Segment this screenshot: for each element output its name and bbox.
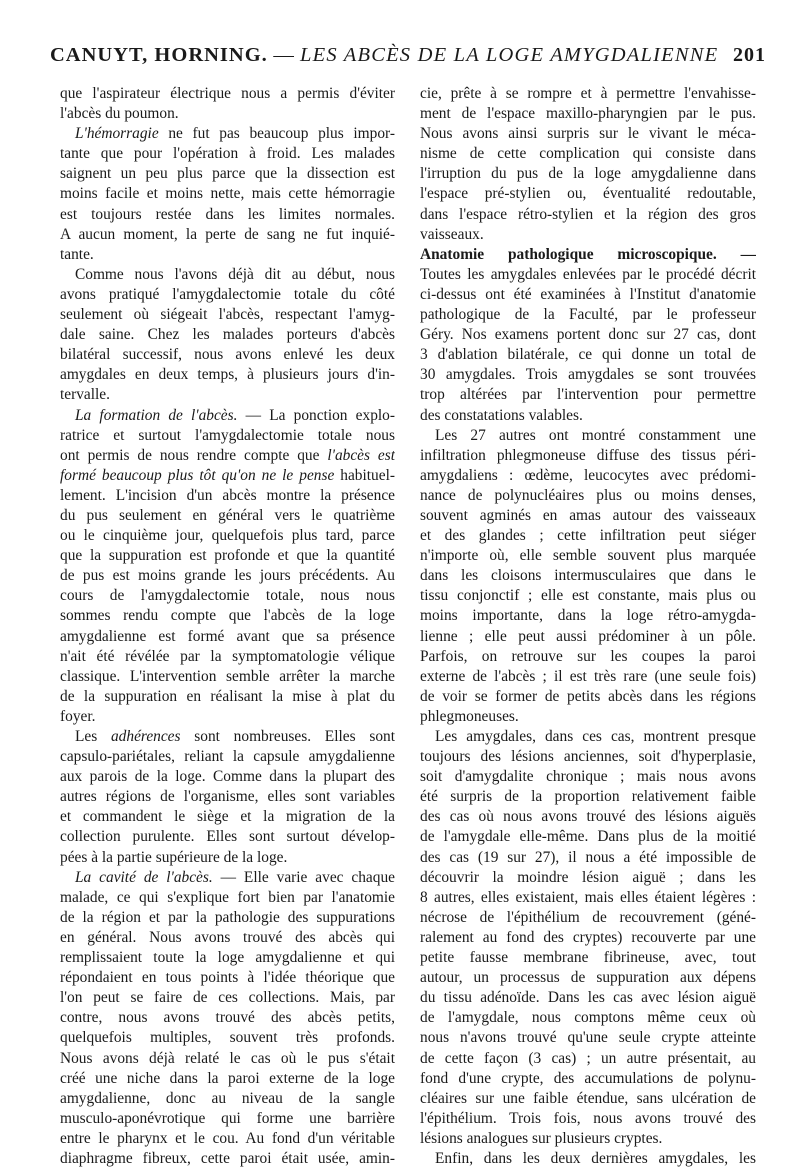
text-line [420, 124, 756, 144]
text-run: l'espace pré-stylien ou, éventualité redoutable, [420, 185, 756, 203]
text-line [420, 546, 756, 566]
text-line [420, 928, 756, 948]
text-line [420, 486, 756, 506]
text-line [60, 1028, 395, 1048]
text-run: 8 autres, elles existaient, mais elles étaient légères : [420, 888, 756, 906]
text-line [420, 687, 756, 707]
text-run: Géry. Nos examens portent donc sur 27 cas, dont [420, 326, 756, 344]
left-column [60, 84, 395, 1169]
text-line [420, 225, 756, 245]
text-run: ou le cinquième jour, quelquefois plus tard, parce [60, 527, 395, 545]
text-run: Nous avons déjà relaté le cas où le pus s'était [60, 1049, 395, 1067]
text-run: amygdalienne est formé avant que sa présence [60, 627, 395, 645]
text-run: de cette façon (3 cas) ; un autre présentait, au [420, 1049, 756, 1067]
text-line [420, 1028, 756, 1048]
text-line [420, 1049, 756, 1069]
text-line [420, 1008, 756, 1028]
text-line [60, 426, 395, 446]
text-line [60, 164, 395, 184]
text-line [60, 606, 395, 626]
running-header [50, 44, 766, 74]
text-run: avons pratiqué l'amygdalectomie totale du côté [60, 285, 395, 303]
text-line [420, 807, 756, 827]
text-run: du tissu adénoïde. Dans les cas avec lésion aiguë [420, 989, 756, 1007]
text-run: pées à la partie supérieure de la loge. [60, 848, 288, 866]
text-run: contre, nous avons trouvé des abcès petits, [60, 1009, 395, 1027]
section-heading: Anatomie pathologique microscopique. — [420, 245, 756, 263]
text-line [60, 848, 395, 868]
text-run: lement. L'incision d'un abcès montre la présence [60, 486, 395, 504]
text-line [420, 365, 756, 385]
text-run: — Elle varie avec chaque [212, 868, 395, 886]
text-line [60, 767, 395, 787]
text-line [60, 787, 395, 807]
text-line [60, 627, 395, 647]
text-line [60, 1149, 395, 1169]
text-run: fond d'une crypte, des accumulations de polynu- [420, 1069, 756, 1087]
text-run: l'on peut se faire de ces collections. Mais, par [60, 989, 395, 1007]
text-run: malade, ce qui s'explique fort bien par l'anatomie [60, 888, 395, 906]
text-run: n'ait été révélée par la symptomatologie vélique [60, 647, 395, 665]
text-run: Les [75, 728, 111, 745]
text-run: de la région et par la pathologie des suppurations [60, 908, 395, 926]
text-run: Enfin, dans les deux dernières amygdales, les [435, 1149, 756, 1167]
text-line [420, 707, 756, 727]
text-run: entre le pharynx et le cou. Au fond d'un véritable [60, 1129, 395, 1147]
text-line [420, 466, 756, 486]
text-line [420, 948, 756, 968]
header-dash: — [267, 44, 301, 66]
text-run: que la suppuration est profonde et que la quantité [60, 547, 395, 565]
text-line [60, 245, 395, 265]
text-run: tissu conjonctif ; elle est constante, mais plus ou [420, 587, 756, 605]
text-run: 3 d'ablation bilatérale, ce qui donne un total de [420, 346, 756, 364]
text-line [420, 84, 756, 104]
text-line [60, 406, 395, 426]
text-line [420, 285, 756, 305]
text-line [420, 888, 756, 908]
text-run: habituel- [334, 466, 395, 484]
text-line [60, 1049, 395, 1069]
text-line [60, 1069, 395, 1089]
text-line [420, 627, 756, 647]
text-line [420, 868, 756, 888]
text-run: Comme nous l'avons déjà dit au début, nous [75, 265, 395, 283]
right-column [420, 84, 756, 1169]
text-line [60, 928, 395, 948]
text-line [420, 1149, 756, 1169]
text-run: ont permis de nous rendre compte que [60, 446, 328, 464]
text-run: l'irruption du pus de la loge amygdalienne dans [420, 165, 756, 183]
text-line [60, 365, 395, 385]
text-line [60, 1089, 395, 1109]
text-line [60, 506, 395, 526]
text-line [60, 466, 395, 486]
text-line [420, 345, 756, 365]
text-line [420, 667, 756, 687]
header-left [50, 44, 718, 67]
text-line [420, 586, 756, 606]
text-run: de pus est moins grande les jours précédents. Au [60, 567, 395, 585]
text-line [60, 285, 395, 305]
text-run: nance de polynucléaires plus ou moins denses, [420, 486, 756, 504]
text-run: foyer. [60, 707, 96, 725]
text-run: est toujours restée dans les limites normales. [60, 205, 395, 223]
text-line [60, 948, 395, 968]
text-line [60, 305, 395, 325]
text-run: dale saine. Chez les malades porteurs d'abcès [60, 326, 395, 344]
text-run: des cas (19 sur 27), il nous a été impossible de [420, 848, 756, 866]
text-run: de la suppuration en réalisant la mise à plat du [60, 687, 395, 705]
text-line [420, 426, 756, 446]
text-line [60, 265, 395, 285]
text-line [60, 687, 395, 707]
text-run: Les amygdales, dans ces cas, montrent presque [435, 728, 756, 745]
text-run: bilatéral successif, nous avons enlevé les deux [60, 346, 395, 364]
text-line [60, 868, 395, 888]
text-run: amygdaliens : œdème, leucocytes avec prédomi- [420, 466, 756, 484]
text-line [60, 988, 395, 1008]
text-run: ne fut pas beaucoup plus impor- [168, 125, 395, 143]
italic-run: formé beaucoup plus tôt qu'on ne le pense [60, 466, 335, 484]
text-run: tante que pour l'opération à froid. Les malades [60, 145, 395, 163]
header-authors: CANUYT, HORNING. [50, 44, 268, 66]
text-run: ralement au fond des cryptes) recouverte par une [420, 928, 756, 946]
text-line [60, 747, 395, 767]
text-run: pathologique de la Faculté, par le professeur [420, 306, 756, 324]
text-line [420, 787, 756, 807]
text-run: nécrose de l'épithélium de recouvrement (géné- [420, 908, 756, 926]
text-line [60, 888, 395, 908]
text-run: Nous avons ainsi surpris sur le vivant le méca- [420, 125, 756, 143]
text-line [60, 566, 395, 586]
text-run: tante. [60, 245, 94, 263]
text-run: Toutes les amygdales enlevées par le procédé décrit [420, 265, 756, 283]
text-line [420, 767, 756, 787]
text-run: été surpris de la proportion relativement faible [420, 788, 756, 806]
text-run: de voir se former de petits abcès dans les régions [420, 687, 756, 705]
text-line [420, 245, 756, 265]
italic-run: La cavité de l'abcès. [75, 868, 213, 886]
text-run: collection purulente. Elles sont surtout dévelop- [60, 828, 395, 846]
text-line [420, 1109, 756, 1129]
italic-run: L'hémorragie [75, 125, 169, 143]
text-line [60, 526, 395, 546]
text-line [420, 727, 756, 747]
text-run: ment de l'espace maxillo-pharyngien par le pus. [420, 105, 756, 123]
text-line [420, 988, 756, 1008]
text-run: 30 amygdales. Trois amygdales se sont trouvées [420, 366, 756, 384]
text-line [420, 164, 756, 184]
text-run: vaisseaux. [420, 225, 484, 243]
text-line [420, 305, 756, 325]
text-run: créé une niche dans la paroi externe de la loge [60, 1069, 395, 1087]
text-run: externe de l'abcès ; il est très rare (une seule fois) [420, 667, 756, 685]
text-line [420, 908, 756, 928]
text-run: ci-dessus ont été examinées à l'Institut d'anatomie [420, 285, 756, 303]
text-line [420, 566, 756, 586]
text-line [420, 848, 756, 868]
italic-run: l'abcès est [327, 446, 395, 464]
text-run: n'importe où, elle semble souvent plus marquée [420, 547, 756, 565]
text-line [60, 184, 395, 204]
text-run: l'épithélium. Trois fois, nous avons trouvé des [420, 1109, 756, 1127]
text-run: sont nombreuses. Elles sont [180, 728, 395, 745]
text-run: cléaires sur une faible étendue, sans ulcération de [420, 1089, 756, 1107]
text-line [420, 647, 756, 667]
text-line [60, 908, 395, 928]
text-run: infiltration phlegmoneuse diffuse des tissus péri- [420, 446, 756, 464]
text-run: lienne ; elle peut aussi prédominer à un pôle. [420, 627, 756, 645]
italic-run: La formation de l'abcès. [75, 406, 238, 424]
text-line [60, 1109, 395, 1129]
text-run: remplissaient toute la loge amygdalienne et qui [60, 949, 395, 967]
text-line [60, 104, 395, 124]
text-run: répondaient en tous points à l'idée théorique que [60, 969, 395, 987]
text-run: capsulo-pariétales, reliant la capsule amygdalienne [60, 748, 395, 766]
text-run: trop altérées par l'intervention pour permettre [420, 386, 756, 404]
header-running-title: LES ABCÈS DE LA LOGE AMYGDALIENNE [300, 44, 719, 66]
text-run: seulement où siégeait l'abcès, respectant l'amyg- [60, 306, 395, 324]
text-run: classique. L'intervention semble arrêter la marche [60, 667, 395, 685]
text-line [420, 144, 756, 164]
text-run: souvent agminés en amas autour des vaisseaux [420, 506, 756, 524]
text-line [60, 84, 395, 104]
text-run: A aucun moment, la perte de sang ne fut inquié- [60, 225, 395, 243]
text-line [420, 747, 756, 767]
text-run: dans l'espace rétro-stylien et la région des gros [420, 205, 756, 223]
text-line [60, 968, 395, 988]
text-line [60, 647, 395, 667]
text-line [60, 144, 395, 164]
text-line [60, 124, 395, 144]
text-run: nous n'avons trouvé qu'une seule crypte atteinte [420, 1029, 756, 1047]
text-line [60, 827, 395, 847]
text-run: Parfois, on retrouve sur les coupes la paroi [420, 647, 756, 665]
text-line [60, 446, 395, 466]
text-line [60, 667, 395, 687]
text-run: l'abcès du poumon. [60, 105, 179, 123]
text-run: de l'amygdale, nous comptons même ceux où [420, 1009, 756, 1027]
text-run: quelquefois multiples, souvent très profonds. [60, 1029, 395, 1047]
text-line [60, 727, 395, 747]
text-run: toujours des lésions anciennes, soit d'hyperplasie, [420, 748, 756, 766]
text-run: — La ponction explo- [237, 406, 395, 424]
page-number: 201 [733, 44, 766, 66]
text-run: petite fausse membrane fibrineuse, avec, tout [420, 949, 756, 967]
text-run: amygdales en deux temps, à plusieurs jours d'in- [60, 366, 395, 384]
text-run: musculo-aponévrotique qui forme une barrière [60, 1109, 395, 1127]
text-line [60, 325, 395, 345]
text-line [420, 184, 756, 204]
text-line [60, 807, 395, 827]
text-run: tervalle. [60, 386, 110, 404]
text-line [420, 205, 756, 225]
text-run: Les 27 autres ont montré constamment une [435, 426, 756, 444]
text-run: que l'aspirateur électrique nous a permis d'éviter [60, 85, 395, 102]
text-run: aux parois de la loge. Comme dans la plupart des [60, 768, 395, 786]
text-line [60, 707, 395, 727]
text-run: des constatations valables. [420, 406, 583, 424]
text-line [60, 486, 395, 506]
text-run: et des glandes ; cette infiltration peut siéger [420, 527, 756, 545]
text-run: découvrir la moindre lésion aiguë ; dans les [420, 868, 756, 886]
italic-run: adhérences [110, 728, 181, 745]
text-run: ratrice et surtout l'amygdalectomie totale nous [60, 426, 395, 444]
text-run: amygdalienne, donc au niveau de la sangle [60, 1089, 395, 1107]
text-line [420, 1069, 756, 1089]
text-run: de l'amygdale elle-même. Dans plus de la moitié [420, 828, 756, 846]
text-line [420, 265, 756, 285]
text-line [420, 606, 756, 626]
text-run: lésions analogues sur plusieurs cryptes. [420, 1129, 663, 1147]
text-line [420, 325, 756, 345]
text-run: diaphragme fibreux, cette paroi était usée, amin- [60, 1149, 395, 1167]
text-line [60, 546, 395, 566]
text-line [420, 968, 756, 988]
text-line [60, 586, 395, 606]
text-run: moins importante, dans la loge rétro-amygda- [420, 607, 756, 625]
text-run: du pus seulement en général vers le quatrième [60, 506, 395, 524]
text-line [420, 526, 756, 546]
text-run: autres régions de l'organisme, elles sont variables [60, 788, 395, 806]
text-line [60, 205, 395, 225]
text-line [420, 446, 756, 466]
text-run: sommes rendu compte que l'abcès de la loge [60, 607, 395, 625]
text-line [60, 225, 395, 245]
text-line [60, 1008, 395, 1028]
text-run: et commandent le siège et la migration de la [60, 808, 395, 826]
text-line [60, 345, 395, 365]
text-line [420, 1089, 756, 1109]
text-line [60, 385, 395, 405]
text-line [420, 506, 756, 526]
text-line [420, 104, 756, 124]
text-run: phlegmoneuses. [420, 707, 519, 725]
text-run: moins facile et moins nette, mais cette hémorragie [60, 185, 395, 203]
text-run: cie, prête à se rompre et à permettre l'envahisse- [420, 85, 756, 102]
text-run: des cas où nous avons trouvé des lésions aiguës [420, 808, 756, 826]
text-run: soit d'amygdalite chronique ; mais nous avons [420, 768, 756, 786]
text-run: dans les cloisons intermusculaires que dans le [420, 567, 756, 585]
text-run: en général. Nous avons trouvé des abcès qui [60, 928, 395, 946]
text-line [420, 827, 756, 847]
text-run: cours de l'amygdalectomie totale, nous nous [60, 587, 395, 605]
text-run: autour, un processus de suppuration aux dépens [420, 969, 756, 987]
text-run: nisme de cette complication qui consiste dans [420, 145, 756, 163]
text-run: saignent un peu plus parce que la dissection est [60, 165, 395, 183]
text-line [420, 406, 756, 426]
text-line [420, 385, 756, 405]
